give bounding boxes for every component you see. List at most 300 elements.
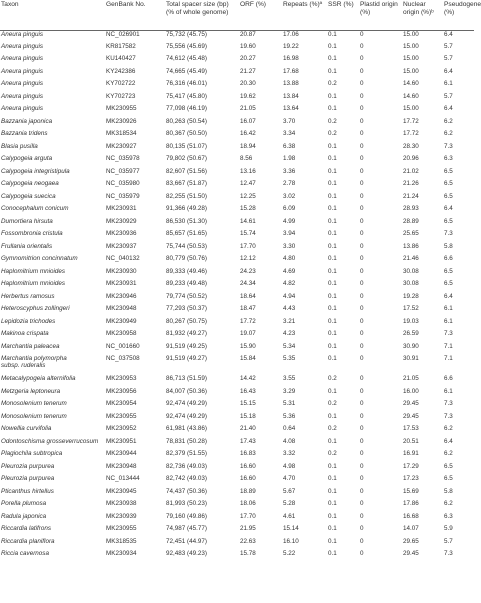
nuclear-origin-cell: 14.60 <box>403 80 419 87</box>
taxon-cell: Marchantia paleacea <box>1 342 60 350</box>
table-row <box>0 513 474 526</box>
nuclear-origin-cell: 29.45 <box>403 412 419 420</box>
pseudogene-cell: 6.5 <box>444 462 453 470</box>
ssr-cell: 0.1 <box>328 67 337 75</box>
orf-cell: 15.78 <box>240 550 256 557</box>
pseudogene-cell: 7.3 <box>444 550 453 557</box>
table-row <box>0 230 474 243</box>
nuclear-origin-cell: 19.28 <box>403 292 419 300</box>
orf-cell: 20.27 <box>240 55 256 62</box>
table-row <box>0 30 474 43</box>
ssr-cell: 0.1 <box>328 142 337 150</box>
genbank-cell: NC_035978 <box>106 155 140 162</box>
orf-cell: 15.15 <box>240 400 256 407</box>
table-row <box>0 355 474 375</box>
plastid-origin-cell: 0 <box>360 355 364 362</box>
genbank-cell: NC_040132 <box>106 255 140 262</box>
ssr-cell: 0.1 <box>328 255 337 262</box>
ssr-cell: 0.2 <box>328 400 337 407</box>
spacer-size-cell: 74,987 (45.77) <box>166 525 207 532</box>
nuclear-origin-cell: 21.46 <box>403 255 419 262</box>
repeats-cell: 19.22 <box>283 42 299 50</box>
orf-cell: 12.47 <box>240 180 256 187</box>
ssr-cell: 0.1 <box>328 205 337 212</box>
header-row <box>0 0 474 30</box>
plastid-origin-cell: 0 <box>360 267 364 275</box>
nuclear-origin-cell: 20.96 <box>403 155 419 162</box>
ssr-cell: 0.1 <box>328 487 337 495</box>
table-row <box>0 93 474 106</box>
spacer-size-cell: 74,665 (45.49) <box>166 67 207 75</box>
table-row <box>0 55 474 68</box>
ssr-cell: 0.1 <box>328 242 337 250</box>
plastid-origin-cell: 0 <box>360 205 364 212</box>
spacer-size-cell: 86,530 (51.30) <box>166 217 207 225</box>
genbank-cell: MK230956 <box>106 387 137 395</box>
table-row <box>0 293 474 306</box>
pseudogene-cell: 7.3 <box>444 412 453 420</box>
table-row <box>0 205 474 218</box>
table-row <box>0 500 474 513</box>
nuclear-origin-cell: 25.65 <box>403 230 419 237</box>
table-row <box>0 375 474 388</box>
header-orf: ORF (%) <box>239 0 282 30</box>
ssr-cell: 0.1 <box>328 167 337 175</box>
taxon-cell: Bazzania japonica <box>1 117 53 125</box>
repeats-cell: 4.98 <box>283 462 296 470</box>
spacer-size-cell: 80,263 (50.54) <box>166 117 207 125</box>
plastid-origin-cell: 0 <box>360 42 364 50</box>
genbank-cell: MK230945 <box>106 487 137 495</box>
repeats-cell: 5.34 <box>283 342 296 350</box>
plastid-origin-cell: 0 <box>360 280 364 287</box>
table-row <box>0 488 474 501</box>
spacer-size-cell: 74,612 (45.48) <box>166 55 207 62</box>
header-ssr: SSR (%) <box>327 0 359 30</box>
plastid-origin-cell: 0 <box>360 537 364 545</box>
orf-cell: 18.06 <box>240 500 256 507</box>
ssr-cell: 0.1 <box>328 537 337 545</box>
repeats-cell: 1.98 <box>283 155 296 162</box>
genbank-cell: MK318534 <box>106 130 137 137</box>
nuclear-origin-cell: 16.00 <box>403 387 419 395</box>
header-repeats: Repeats (%)ª <box>282 0 327 30</box>
ssr-cell: 0.1 <box>328 317 337 325</box>
pseudogene-cell: 5.7 <box>444 537 453 545</box>
nuclear-origin-cell: 28.89 <box>403 217 419 225</box>
repeats-cell: 4.08 <box>283 437 296 445</box>
spacer-size-cell: 89,333 (49.46) <box>166 267 207 275</box>
ssr-cell: 0.1 <box>328 500 337 507</box>
header-nuclear-origin: Nuclear origin (%)ᵇ <box>402 0 443 30</box>
ssr-cell: 0.2 <box>328 425 337 432</box>
pseudogene-cell: 6.6 <box>444 375 453 382</box>
nuclear-origin-cell: 15.00 <box>403 105 419 112</box>
pseudogene-cell: 5.8 <box>444 242 453 250</box>
repeats-cell: 4.99 <box>283 217 296 225</box>
nuclear-origin-cell: 21.26 <box>403 180 419 187</box>
spacer-size-cell: 75,732 (45.75) <box>166 30 207 38</box>
orf-cell: 22.63 <box>240 537 256 545</box>
spacer-size-cell: 80,367 (50.50) <box>166 130 207 137</box>
taxon-cell: Aneura pinguis <box>1 67 44 75</box>
pseudogene-cell: 6.2 <box>444 450 453 457</box>
repeats-cell: 3.02 <box>283 192 296 200</box>
taxon-cell: Calypogeia suecica <box>1 192 56 200</box>
orf-cell: 21.40 <box>240 425 256 432</box>
genbank-cell: MK230955 <box>106 105 137 112</box>
plastid-origin-cell: 0 <box>360 92 364 100</box>
pseudogene-cell: 6.6 <box>444 255 453 262</box>
taxon-cell: Aneura pinguis <box>1 80 44 87</box>
ssr-cell: 0.1 <box>328 267 337 275</box>
table-row <box>0 550 474 563</box>
nuclear-origin-cell: 13.86 <box>403 242 419 250</box>
genbank-cell: MK230939 <box>106 512 137 520</box>
taxon-cell: Herbertus ramosus <box>1 292 55 300</box>
pseudogene-cell: 7.3 <box>444 400 453 407</box>
orf-cell: 21.27 <box>240 67 256 75</box>
nuclear-origin-cell: 17.23 <box>403 475 419 482</box>
taxon-cell: Haplomitrium mnioides <box>1 280 66 287</box>
plastid-origin-cell: 0 <box>360 475 364 482</box>
pseudogene-cell: 5.8 <box>444 487 453 495</box>
pseudogene-cell: 6.5 <box>444 267 453 275</box>
table-row <box>0 155 474 168</box>
taxon-cell: Riccia cavernosa <box>1 550 49 557</box>
repeats-cell: 5.31 <box>283 400 296 407</box>
table-row <box>0 105 474 118</box>
ssr-cell: 0.2 <box>328 80 337 87</box>
ssr-cell: 0.2 <box>328 130 337 137</box>
orf-cell: 16.43 <box>240 387 256 395</box>
genbank-cell: NC_037508 <box>106 355 140 362</box>
nuclear-origin-cell: 26.59 <box>403 330 419 337</box>
repeats-cell: 13.88 <box>283 80 299 87</box>
genbank-cell: KY242386 <box>106 67 136 75</box>
spacer-size-cell: 81,932 (49.27) <box>166 330 207 337</box>
genbank-cell: MK230930 <box>106 267 137 275</box>
genbank-cell: MK230948 <box>106 462 137 470</box>
taxon-cell: Aneura pinguis <box>1 30 44 38</box>
plastid-origin-cell: 0 <box>360 400 364 407</box>
genbank-cell: MK230955 <box>106 525 137 532</box>
pseudogene-cell: 6.2 <box>444 130 453 137</box>
pseudogene-cell: 5.7 <box>444 42 453 50</box>
nuclear-origin-cell: 21.05 <box>403 375 419 382</box>
repeats-cell: 3.36 <box>283 167 296 175</box>
pseudogene-cell: 6.3 <box>444 512 453 520</box>
pseudogene-cell: 5.9 <box>444 525 453 532</box>
spacer-size-cell: 91,519 (49.25) <box>166 342 207 350</box>
taxon-cell: Riccardia latifrons <box>1 525 52 532</box>
plastid-origin-cell: 0 <box>360 142 364 150</box>
plastid-origin-cell: 0 <box>360 512 364 520</box>
header-genbank: GenBank No. <box>105 0 165 30</box>
spacer-size-cell: 86,713 (51.59) <box>166 375 207 382</box>
pseudogene-cell: 6.5 <box>444 180 453 187</box>
repeats-cell: 4.70 <box>283 475 296 482</box>
repeats-cell: 5.22 <box>283 550 296 557</box>
plastid-origin-cell: 0 <box>360 317 364 325</box>
pseudogene-cell: 6.1 <box>444 317 453 325</box>
ssr-cell: 0.1 <box>328 342 337 350</box>
table-row <box>0 538 474 551</box>
table-header <box>0 0 481 30</box>
repeats-cell: 16.98 <box>283 55 299 62</box>
taxon-cell: Aneura pinguis <box>1 42 44 50</box>
repeats-cell: 5.35 <box>283 355 296 362</box>
orf-cell: 24.23 <box>240 267 256 275</box>
taxon-cell: Riccardia planiflora <box>1 537 55 545</box>
plastid-origin-cell: 0 <box>360 487 364 495</box>
repeats-cell: 17.06 <box>283 30 299 38</box>
spacer-size-cell: 75,744 (50.53) <box>166 242 207 250</box>
genbank-cell: MK230946 <box>106 292 137 300</box>
orf-cell: 16.60 <box>240 462 256 470</box>
pseudogene-cell: 6.2 <box>444 500 453 507</box>
orf-cell: 21.95 <box>240 525 256 532</box>
ssr-cell: 0.1 <box>328 512 337 520</box>
plastid-origin-cell: 0 <box>360 105 364 112</box>
spacer-size-cell: 82,379 (51.55) <box>166 450 207 457</box>
taxon-cell: Lepidozia trichodes <box>1 317 56 325</box>
repeats-cell: 3.21 <box>283 317 296 325</box>
pseudogene-cell: 6.4 <box>444 292 453 300</box>
spacer-size-cell: 77,293 (50.37) <box>166 305 207 312</box>
table-row <box>0 193 474 206</box>
repeats-cell: 2.78 <box>283 180 296 187</box>
repeats-cell: 3.29 <box>283 387 296 395</box>
repeats-cell: 4.94 <box>283 292 296 300</box>
header-pseudogene: Pseudogene (%) <box>443 0 474 30</box>
plastid-origin-cell: 0 <box>360 130 364 137</box>
orf-cell: 16.83 <box>240 450 256 457</box>
orf-cell: 17.70 <box>240 512 256 520</box>
taxon-cell: Gymnomitrion concinnatum <box>1 255 78 262</box>
nuclear-origin-cell: 17.53 <box>403 425 419 432</box>
header-taxon: Taxon <box>0 0 105 30</box>
plastid-origin-cell: 0 <box>360 500 364 507</box>
repeats-cell: 3.32 <box>283 450 296 457</box>
spacer-size-cell: 85,657 (51.65) <box>166 230 207 237</box>
repeats-cell: 5.36 <box>283 412 296 420</box>
taxon-cell: Pleurozia purpurea <box>1 475 55 482</box>
spacer-size-cell: 92,474 (49.29) <box>166 412 207 420</box>
pseudogene-cell: 6.5 <box>444 217 453 225</box>
genbank-cell: MK230931 <box>106 205 137 212</box>
pseudogene-cell: 6.4 <box>444 105 453 112</box>
plastid-origin-cell: 0 <box>360 305 364 312</box>
table-row <box>0 130 474 143</box>
ssr-cell: 0.1 <box>328 475 337 482</box>
pseudogene-cell: 5.7 <box>444 92 453 100</box>
repeats-cell: 5.67 <box>283 487 296 495</box>
repeats-cell: 5.28 <box>283 500 296 507</box>
orf-cell: 17.72 <box>240 317 256 325</box>
nuclear-origin-cell: 28.93 <box>403 205 419 212</box>
nuclear-origin-cell: 30.91 <box>403 355 419 362</box>
plastid-origin-cell: 0 <box>360 155 364 162</box>
taxon-line: Marchantia polymorpha <box>1 355 67 362</box>
spacer-size-cell: 72,451 (44.97) <box>166 537 207 545</box>
table-row <box>0 450 474 463</box>
repeats-cell: 15.14 <box>283 525 299 532</box>
genbank-cell: MK230955 <box>106 412 137 420</box>
genbank-cell: NC_026901 <box>106 30 140 38</box>
genbank-cell: NC_001660 <box>106 342 140 350</box>
orf-cell: 16.07 <box>240 117 256 125</box>
nuclear-origin-cell: 17.72 <box>403 117 419 125</box>
spacer-size-cell: 82,607 (51.56) <box>166 167 207 175</box>
ssr-cell: 0.2 <box>328 450 337 457</box>
table-row <box>0 43 474 56</box>
repeats-cell: 4.23 <box>283 330 296 337</box>
table-row <box>0 400 474 413</box>
taxon-cell: Makinoa crispata <box>1 330 49 337</box>
spacer-size-cell: 89,233 (49.48) <box>166 280 207 287</box>
taxon-cell: Bazzania tridens <box>1 130 48 137</box>
plastid-origin-cell: 0 <box>360 217 364 225</box>
taxon-cell: Haplomitrium mnioides <box>1 267 66 275</box>
ssr-cell: 0.1 <box>328 330 337 337</box>
ssr-cell: 0.1 <box>328 462 337 470</box>
plastid-origin-cell: 0 <box>360 330 364 337</box>
genbank-cell: MK230931 <box>106 280 137 287</box>
nuclear-origin-cell: 30.08 <box>403 280 419 287</box>
orf-cell: 15.84 <box>240 355 256 362</box>
plastid-origin-cell: 0 <box>360 425 364 432</box>
pseudogene-cell: 6.3 <box>444 155 453 162</box>
genbank-cell: MK230929 <box>106 217 137 225</box>
genbank-cell: KR817582 <box>106 42 136 50</box>
pseudogene-cell: 5.7 <box>444 55 453 62</box>
nuclear-origin-cell: 19.03 <box>403 317 419 325</box>
genbank-cell: MK318535 <box>106 537 137 545</box>
pseudogene-cell: 6.4 <box>444 437 453 445</box>
genbank-cell: KY702723 <box>106 92 136 100</box>
spacer-size-cell: 61,981 (43.86) <box>166 425 207 432</box>
ssr-cell: 0.1 <box>328 387 337 395</box>
taxon-cell: Plagiochila subtropica <box>1 450 63 457</box>
taxon-cell <box>0 355 105 375</box>
pseudogene-cell: 6.2 <box>444 425 453 432</box>
pseudogene-cell: 6.5 <box>444 167 453 175</box>
orf-cell: 20.87 <box>240 30 256 38</box>
nuclear-origin-cell: 21.02 <box>403 167 419 175</box>
table-row <box>0 343 474 356</box>
spacer-size-cell: 76,316 (46.01) <box>166 80 207 87</box>
plastid-origin-cell: 0 <box>360 67 364 75</box>
table-row <box>0 475 474 488</box>
nuclear-origin-cell: 16.68 <box>403 512 419 520</box>
plastid-origin-cell: 0 <box>360 437 364 445</box>
table-row <box>0 388 474 401</box>
orf-cell: 17.43 <box>240 437 256 445</box>
orf-cell: 15.28 <box>240 205 256 212</box>
pseudogene-cell: 6.4 <box>444 30 453 38</box>
nuclear-origin-cell: 29.45 <box>403 550 419 557</box>
spacer-size-cell: 83,667 (51.87) <box>166 180 207 187</box>
nuclear-origin-cell: 15.69 <box>403 487 419 495</box>
table-row <box>0 463 474 476</box>
spacer-size-cell: 74,437 (50.36) <box>166 487 207 495</box>
orf-cell: 18.47 <box>240 305 256 312</box>
taxon-cell: Nowellia curvifolia <box>1 425 52 432</box>
pseudogene-cell: 6.2 <box>444 117 453 125</box>
spacer-size-cell: 79,160 (49.86) <box>166 512 207 520</box>
repeats-cell: 4.69 <box>283 267 296 275</box>
genbank-cell: NC_035977 <box>106 167 140 175</box>
taxon-cell: Metzgeria leptoneura <box>1 387 61 395</box>
ssr-cell: 0.1 <box>328 192 337 200</box>
repeats-cell: 3.70 <box>283 117 296 125</box>
orf-cell: 21.05 <box>240 105 256 112</box>
plastid-origin-cell: 0 <box>360 387 364 395</box>
orf-cell: 15.74 <box>240 230 256 237</box>
taxon-cell: Blasia pusilla <box>1 142 38 150</box>
nuclear-origin-cell: 16.91 <box>403 450 419 457</box>
taxon-cell: Monosolenium tenerum <box>1 400 67 407</box>
nuclear-origin-cell: 20.51 <box>403 437 419 445</box>
repeats-cell: 3.55 <box>283 375 296 382</box>
table-row <box>0 218 474 231</box>
orf-cell: 18.64 <box>240 292 256 300</box>
plastid-origin-cell: 0 <box>360 462 364 470</box>
taxon-cell: Aneura pinguis <box>1 55 44 62</box>
repeats-cell: 4.82 <box>283 280 296 287</box>
orf-cell: 16.42 <box>240 130 256 137</box>
orf-cell: 15.18 <box>240 412 256 420</box>
genbank-cell: MK230952 <box>106 425 137 432</box>
orf-cell: 14.42 <box>240 375 256 382</box>
genbank-cell: KY702722 <box>106 80 136 87</box>
repeats-cell: 16.10 <box>283 537 299 545</box>
table-row <box>0 118 474 131</box>
plastid-origin-cell: 0 <box>360 525 364 532</box>
ssr-cell: 0.1 <box>328 92 337 100</box>
ssr-cell: 0.1 <box>328 42 337 50</box>
genbank-cell: MK230936 <box>106 230 137 237</box>
pseudogene-cell: 7.3 <box>444 230 453 237</box>
ssr-cell: 0.1 <box>328 280 337 287</box>
nuclear-origin-cell: 14.60 <box>403 92 419 100</box>
taxon-cell: Dumortiera hirsuta <box>1 217 53 225</box>
table-row <box>0 255 474 268</box>
nuclear-origin-cell: 21.24 <box>403 192 419 200</box>
plastid-origin-cell: 0 <box>360 550 364 557</box>
spacer-size-cell: 82,742 (49.03) <box>166 475 207 482</box>
spacer-size-cell: 77,098 (46.19) <box>166 105 207 112</box>
pseudogene-cell: 6.5 <box>444 192 453 200</box>
taxon-cell: Porella plumosa <box>1 500 47 507</box>
ssr-cell: 0.1 <box>328 180 337 187</box>
spacer-size-cell: 75,417 (45.80) <box>166 92 207 100</box>
orf-cell: 13.16 <box>240 167 256 175</box>
table-row <box>0 243 474 256</box>
genbank-cell: MK230938 <box>106 500 137 507</box>
orf-cell: 20.30 <box>240 80 256 87</box>
repeats-cell: 4.80 <box>283 255 296 262</box>
taxon-cell: Calypogeia neogaea <box>1 180 59 187</box>
spacer-size-cell: 80,779 (50.76) <box>166 255 207 262</box>
plastid-origin-cell: 0 <box>360 255 364 262</box>
pseudogene-cell: 6.5 <box>444 280 453 287</box>
plastid-origin-cell: 0 <box>360 117 364 125</box>
taxon-cell: Conocephalum conicum <box>1 205 69 212</box>
plastid-origin-cell: 0 <box>360 292 364 300</box>
ssr-cell: 0.1 <box>328 437 337 445</box>
